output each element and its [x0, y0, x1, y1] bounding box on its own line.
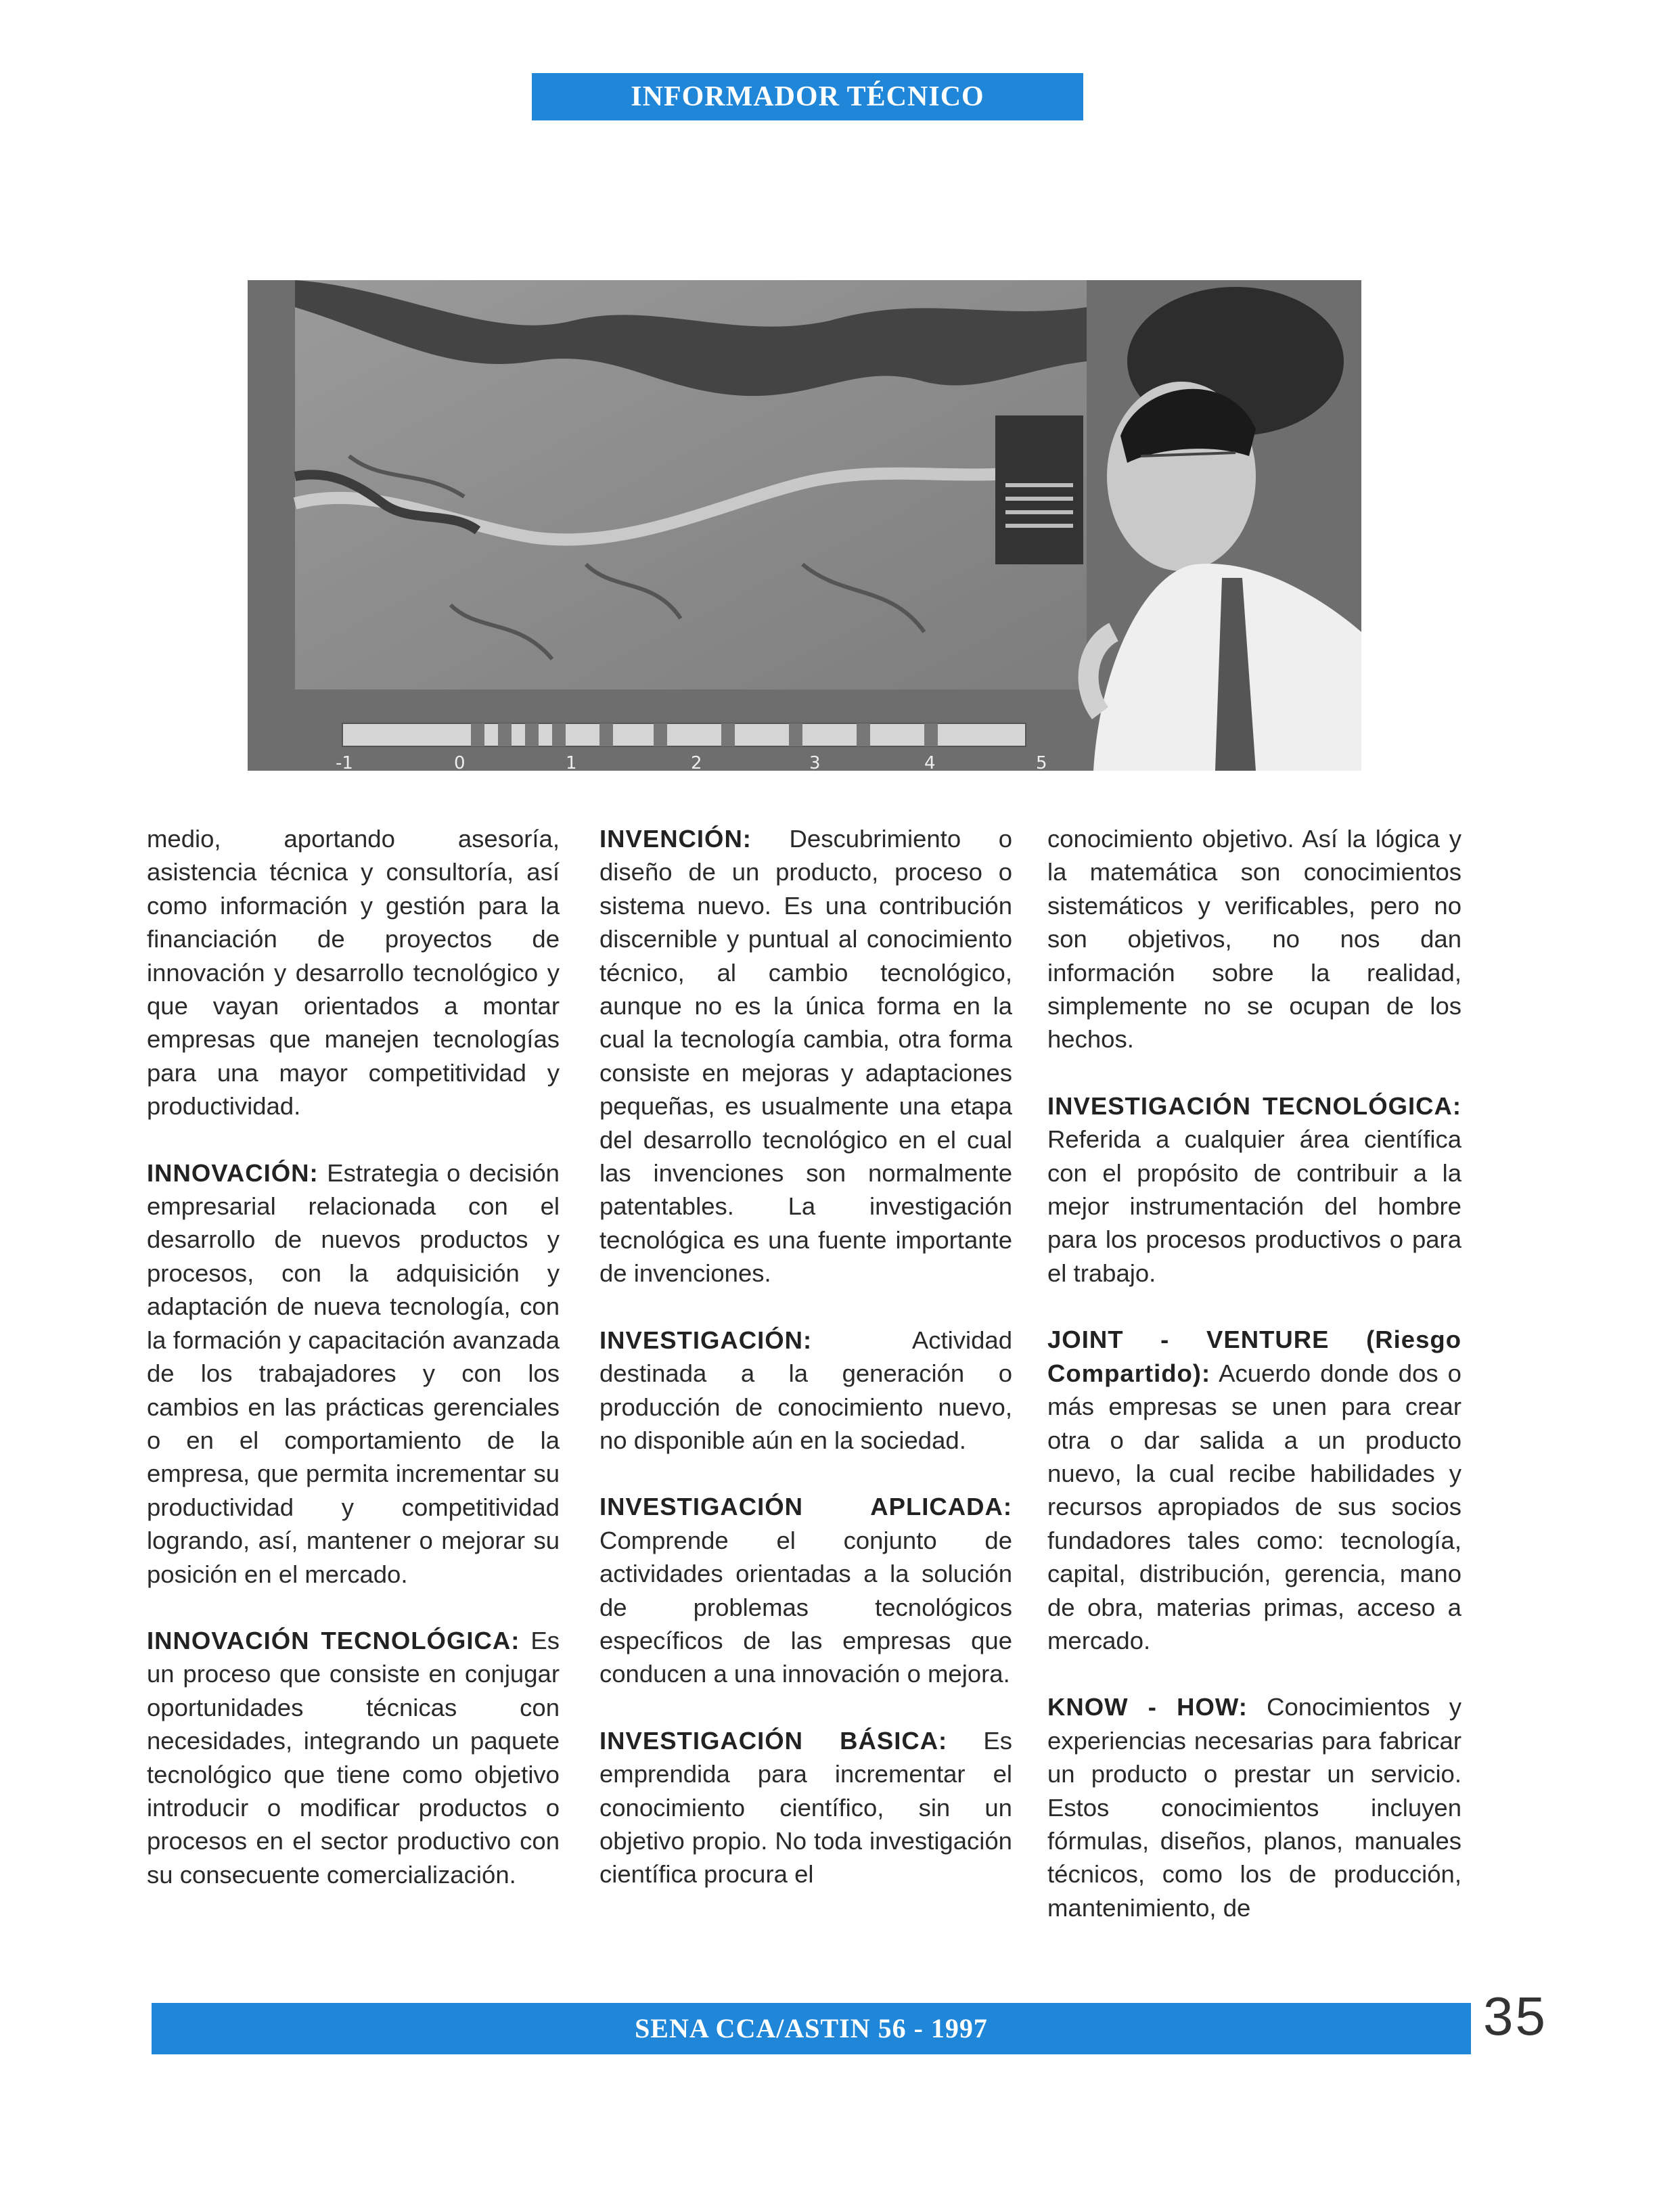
- term-heading: JOINT - VENTURE (Riesgo Compartido):: [1047, 1326, 1461, 1387]
- footer-banner: [152, 2003, 1471, 2054]
- term-heading: INVENCIÓN:: [599, 825, 752, 853]
- definition-text: Acuerdo donde dos o más empresas se unen para crear otra o dar salida a un producto nuevo, la cual recibe habilidades y recursos apropiados de sus socios fundadores tales como: tecnología, capital, distribución, gerencia, mano de obra, materias primas, acceso a mercado.: [1047, 1359, 1461, 1654]
- definition-text: Descubrimiento o diseño de un producto, proceso o sistema nuevo. Es una contribución discernible y puntual al conocimiento técnico, al cambio tecnológico, aunque no es la única forma en la cual la tecnología cambia, otra forma consiste en mejoras y adaptaciones pequeñas, es usualmente una etapa del desarrollo tecnológico en el cual las invenciones son normalmente patentables. La investigación tecnológica es una fuente importante de invenciones.: [599, 825, 1012, 1288]
- definition-investigacion: [599, 1324, 1012, 1458]
- definition-text: Conocimientos y experiencias necesarias para fabricar un producto o prestar un servicio. Estos conocimientos incluyen fórmulas, diseños, planos, manuales técnicos, como los de producción, mantenimiento, de: [1047, 1693, 1461, 1922]
- definition-invencion: [599, 822, 1012, 1290]
- term-heading: INVESTIGACIÓN APLICADA:: [599, 1493, 1012, 1521]
- scale-label: 3: [809, 753, 821, 771]
- header-banner: [532, 73, 1083, 120]
- column-1: [147, 822, 560, 1924]
- term-heading: INVESTIGACIÓN BÁSICA:: [599, 1726, 948, 1755]
- term-heading: KNOW - HOW:: [1047, 1693, 1248, 1721]
- definition-investigacion-aplicada: [599, 1490, 1012, 1690]
- scale-label: -1: [336, 753, 353, 771]
- column-3: [1047, 822, 1461, 1958]
- definition-know-how: [1047, 1690, 1461, 1924]
- page-number: 35: [1483, 1986, 1547, 2046]
- definition-text: Referida a cualquier área científica con el propósito de contribuir a la mejor instrumentación del hombre para los procesos productivos o para el trabajo.: [1047, 1125, 1461, 1287]
- scale-label: 2: [691, 753, 702, 771]
- definition-investigacion-basica: [599, 1724, 1012, 1891]
- scale-label: 4: [924, 753, 936, 771]
- paragraph: medio, aportando asesoría, asistencia técnica y consultoría, así como información y gestión para la financiación de proyectos de innovación y desarrollo tecnológico y que vayan orientados a montar empresas que manejen tecnologías para una mayor competitividad y productividad.: [147, 825, 560, 1121]
- satellite-image-icon: [248, 280, 1361, 771]
- scale-label: 0: [454, 753, 466, 771]
- definition-investigacion-tecnologica: [1047, 1089, 1461, 1290]
- term-heading: INVESTIGACIÓN TECNOLÓGICA:: [1047, 1091, 1461, 1120]
- definition-text: Es un proceso que consiste en conjugar oportunidades técnicas con necesidades, integrando un paquete tecnológico que tiene como objetivo introducir o modificar productos o procesos en el sector productivo con su consecuente comercialización.: [147, 1626, 560, 1889]
- term-heading: INNOVACIÓN TECNOLÓGICA:: [147, 1626, 520, 1654]
- scale-label: 5: [1036, 753, 1047, 771]
- paragraph: conocimiento objetivo. Así la lógica y la matemática son conocimientos sistemáticos y verificables, pero no son objetivos, no nos dan información sobre la realidad, simplemente no se ocupan de los hechos.: [1047, 825, 1461, 1054]
- definition-text: Estrategia o decisión empresarial relacionada con el desarrollo de nuevos productos y procesos, con la adquisición y adaptación de nueva tecnología, con la formación y capacitación avanzada de los trabajadores y con los cambios en las prácticas gerenciales o en el comportamiento de la empresa, que permita incrementar su productividad y competitividad logrando, así, mantener o mejorar su posición en el mercado.: [147, 1158, 560, 1588]
- term-heading: INVESTIGACIÓN:: [599, 1326, 813, 1354]
- definition-innovacion: [147, 1156, 560, 1591]
- footer-text: SENA CCA/ASTIN 56 - 1997: [635, 2013, 988, 2044]
- scale-label: 1: [566, 753, 577, 771]
- definition-text: Comprende el conjunto de actividades orientadas a la solución de problemas tecnológicos específicos de las empresas que conducen a una innovación o mejora.: [599, 1526, 1012, 1688]
- term-heading: INNOVACIÓN:: [147, 1158, 319, 1187]
- header-title: INFORMADOR TÉCNICO: [631, 81, 984, 112]
- satellite-image-photo: [248, 280, 1361, 771]
- definition-innovacion-tecnologica: [147, 1624, 560, 1891]
- definition-text: Es emprendida para incrementar el conocimiento científico, sin un objetivo propio. No toda investigación científica procura el: [599, 1726, 1012, 1889]
- column-2: [599, 822, 1012, 1924]
- definition-text: Actividad destinada a la generación o producción de conocimiento nuevo, no disponible aún en la sociedad.: [599, 1326, 1012, 1454]
- definition-joint-venture: [1047, 1323, 1461, 1657]
